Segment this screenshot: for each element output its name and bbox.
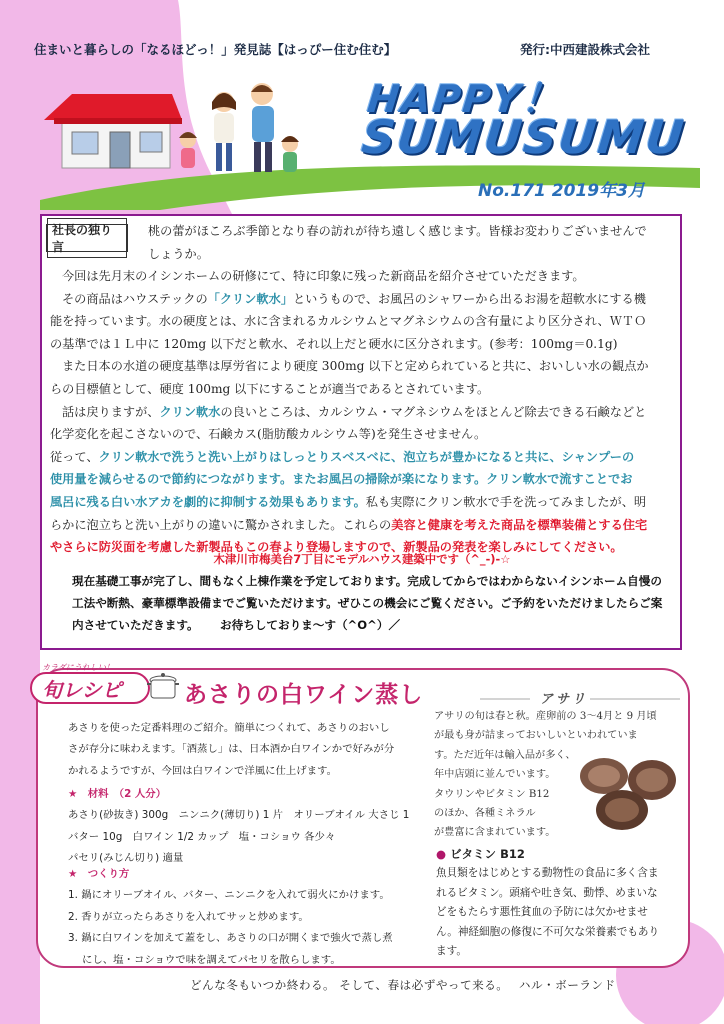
recipe-materials: ★ 材料 （2 人分） あさり(砂抜き) 300g ニンニク(薄切り) 1 片 オリーブオイル 大さじ 1 バター 10g 白ワイン 1/2 カップ 塩・コショウ 各少々 パセリ(みじん切り) 適量 <box>68 788 410 865</box>
model-house-details: 現在基礎工事が完了し、間もなく上棟作業を予定しております。完成してからではわからないイシンホーム自慢の 工法や断熱、豪華標準設備までご覧いただけます。ぜひこの機会にご覧ください。ご予約をいただけましたらご案 内させていただきます。 お待ちしておりま～す（^O^）／ <box>72 574 663 632</box>
president-column-label: 社長の独り言 <box>46 224 128 252</box>
recipe-steps: ★ つくり方 1. 鍋にオリーブオイル、バター、ニンニクを入れて弱火にかけます。 2. 香りが立ったらあさりを入れてサッと炒めます。 3. 鍋に白ワインを加えて蓋をし、あさりの口が開くまで強火で蒸し煮 にし、塩・コショウで味を調えてパセリを散らします。 <box>68 868 393 966</box>
recipe-intro: あさりを使った定番料理のご紹介。簡単につくれて、あさりのおいし さが存分に味わえます。「酒蒸し」は、日本酒か白ワインかで好みが分 かれるようですが、今回は白ワインで洋風に仕上げます。 <box>68 722 395 777</box>
recipe-logo: カラダにうれしい！ 旬レシピ <box>24 662 176 706</box>
tagline: 住まいと暮らしの「なるほどっ！」発見誌【はっぴー住む住む】 <box>34 42 397 57</box>
family-illustration <box>170 80 320 188</box>
asari-title-rule <box>480 696 680 702</box>
president-body: 今回は先月末のイシンホームの研修にて、特に印象に残った新商品を紹介させていただきます。 その商品はハウステックの「クリン軟水」というもので、お風呂のシャワーから出るお湯を超軟水にする機 能を持っています。水の硬度とは、水に含まれるカルシウムとマグネシウムの含有量により区分され、ＷＴＯ の基準では１Ｌ中に 120mg 以下だと軟水、それ以上だと硬水に区分されます。(参考：100mg＝0.1g) また日本の水道の硬度基準は厚労省により硬度 300mg 以下と定められていると共に、おいしい水の観点か らの目標値として、硬度 100mg 以下にすることが適当であるとされています。 話は戻りますが、クリン軟水の良いところは、カルシウム・マグネシウムをほとんど除去できる石鹸などと 化学変化を起こさないので、石鹸カス(脂肪酸カルシウム等)を発生させません。 従って、クリン軟水で洗うと洗い上がりはしっとりスベスベに、泡立ちが豊かになると共に、シャンプーの 使用量を減らせるので節約につながります。またお風呂の掃除が楽になります。クリン軟水で流すことでお 風呂に残る白い水アカを劇的に抑制する効果もあります。私も実際にクリン軟水で手を洗ってみましたが、明 らかに泡立ちと洗い上がりの違いに驚かされました。これらの美容と健康を考えた商品を標準装備とする住宅 やさらに防災面を考慮した新製品もこの春より登場しますので、新製品の発表を楽しみにしてください。 <box>50 269 649 555</box>
asari-title: アサリ <box>540 692 589 707</box>
asari-text: アサリの旬は春と秋。産卵前の 3～4月と 9 月頃 が最も身が詰まっておいしいといわれていま す。ただ近年は輸入品が多く、 年中店頭に並んでいます。 タウリンやビタミン B12 のほか、各種ミネラル が豊富に含まれています。 <box>434 711 657 839</box>
vitamin-title: ● ビタミン B12 <box>436 847 525 861</box>
president-intro: 桃の蕾がほころぶ季節となり春の訪れが待ち遠しく感じます。皆様お変わりございませんで しょうか。 <box>148 224 647 261</box>
model-house-notice: 木津川市梅美台7丁目にモデルハウス建築中です（^_-)-☆ <box>213 552 511 566</box>
product-name: 「クリン軟水」 <box>207 291 293 306</box>
logo-sumusumu: SUMUSUMU <box>359 110 689 164</box>
recipe-title: あさりの白ワイン蒸し <box>184 682 424 708</box>
clam-illustration <box>574 750 686 836</box>
logo-happy: HAPPY！ <box>365 77 565 121</box>
issue-number: No.171 2019年3月 <box>478 181 645 201</box>
footer-quote: どんな冬もいつか終わる。 そして、春は必ずやって来る。 ハル・ボーランド <box>190 978 616 992</box>
pot-icon <box>146 670 180 704</box>
bullet-icon: ● <box>436 847 447 861</box>
publisher: 発行:中西建設株式会社 <box>520 42 650 57</box>
house-illustration <box>44 92 184 172</box>
vitamin-text: 魚貝類をはじめとする動物性の食品に多く含ま れるビタミン。頭痛や吐き気、動悸、めまいな どをもたらす悪性貧血の予防には欠かせませ ん。神経細胞の修復に不可欠な栄養素でもあり ます。 <box>436 867 660 958</box>
